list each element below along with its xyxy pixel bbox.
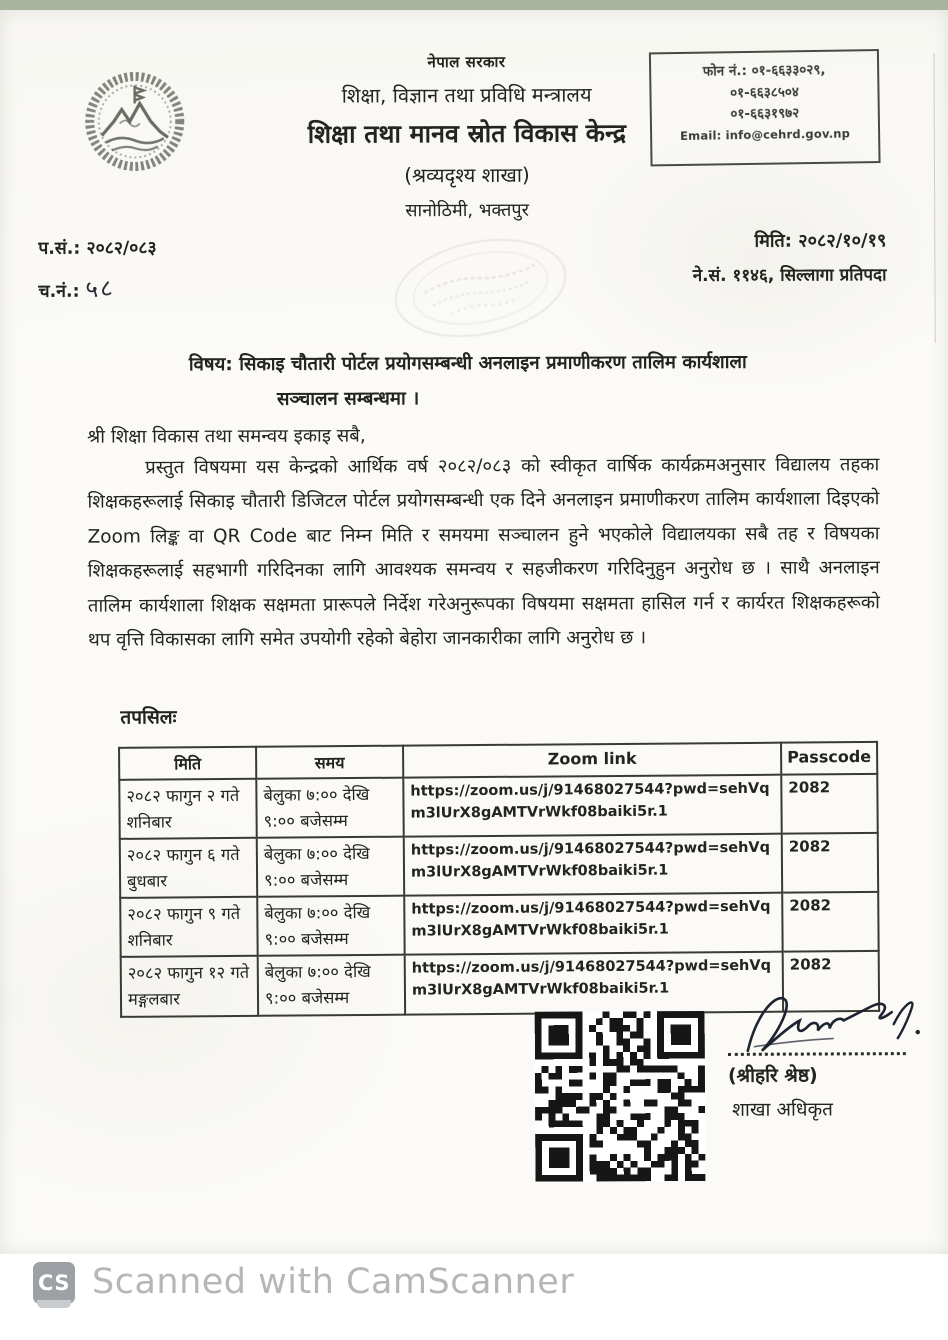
- subject-block: [189, 344, 869, 417]
- faint-office-stamp-icon: [382, 221, 578, 354]
- phone-line-1: फोन नं.: ०१-६६३३०२९,: [702, 61, 826, 80]
- branch-name: (श्रव्यदृश्य शाखा): [404, 162, 530, 188]
- subject-line-2: सञ्चालन सम्बन्धमा ।: [276, 388, 420, 410]
- center-name: शिक्षा तथा मानव स्रोत विकास केन्द्र: [307, 118, 627, 149]
- col-header-zoom-link: Zoom link: [403, 743, 781, 778]
- date-value: २०८२/१०/१९: [798, 230, 887, 252]
- col-header-time: समय: [256, 746, 403, 779]
- cell-date: २०८२ फागुन ६ गते बुधबार: [120, 838, 257, 898]
- schedule-table-body: [119, 774, 879, 1016]
- nepal-sambat-line: ने.सं. ११४६, सिल्लागा प्रतिपदा: [692, 265, 887, 287]
- cell-passcode: 2082: [782, 892, 878, 952]
- schedule-table-row: [119, 774, 877, 839]
- cell-passcode: 2082: [781, 774, 877, 834]
- contact-box: [649, 49, 881, 166]
- government-name: नेपाल सरकार: [427, 52, 506, 72]
- ref-value: २०८२/०८३: [86, 238, 157, 259]
- cell-zoom-link: https://zoom.us/j/91468027544?pwd=sehVqm3lUrX8gAMTVrWkf08baiki5r.1: [404, 893, 782, 955]
- camscanner-cs-logo-icon: CS: [33, 1262, 75, 1304]
- page-crease-line: [933, 53, 935, 343]
- col-header-date: मिति: [119, 747, 256, 780]
- cell-time: बेलुका ७:०० देखि ९:०० बजेसम्म: [257, 837, 404, 897]
- cell-passcode: 2082: [782, 833, 878, 893]
- email-line: Email: info@cehrd.gov.np: [680, 126, 851, 143]
- signatory-title: शाखा अधिकृत: [732, 1098, 834, 1121]
- qr-code-icon: [535, 1011, 706, 1182]
- cell-zoom-link: https://zoom.us/j/91468027544?pwd=sehVqm3lUrX8gAMTVrWkf08baiki5r.1: [403, 775, 781, 837]
- camscanner-watermark-text: Scanned with CamScanner: [92, 1262, 575, 1302]
- cell-time: बेलुका ७:०० देखि ९:०० बजेसम्म: [256, 778, 403, 838]
- cell-date: २०८२ फागुन २ गते शनिबार: [119, 779, 256, 839]
- cell-date: २०८२ फागुन १२ गते मङ्गलबार: [121, 956, 258, 1016]
- signatory-name: (श्रीहरि श्रेष्ठ): [727, 1064, 818, 1087]
- cell-time: बेलुका ७:०० देखि ९:०० बजेसम्म: [257, 896, 404, 956]
- salutation: श्री शिक्षा विकास तथा समन्वय इकाइ सबै,: [87, 425, 366, 448]
- nepal-government-emblem-icon: [80, 63, 190, 175]
- cell-date: २०८२ फागुन ९ गते शनिबार: [120, 897, 257, 957]
- office-address: सानोठिमी, भक्तपुर: [405, 199, 530, 222]
- phone-line-2: ०१-६६३८५०४: [729, 83, 799, 101]
- ref-label: प.सं.:: [38, 238, 81, 259]
- body-paragraph: प्रस्तुत विषयमा यस केन्द्रको आर्थिक वर्ष २०८२/०८३ को स्वीकृत वार्षिक कार्यक्रमअनुसार विद्यालय तहका शिक्षकहरूलाई सिकाइ चौतारी डिजिटल पोर्टल प्रयोगसम्बन्धी एक दिने अनलाइन प्रमाणीकरण तालिम कार्यशाला दिइएको Zoom लिङ्क वा QR Code बाट निम्न मिति र समयमा सञ्चालन हुने भएकोले विद्यालयका सबै तह र विषयका शिक्षकहरूलाई सहभागी गरिदिनका लागि आवश्यक समन्वय र सहजीकरण गरिदिनुहुन अनुरोध छ । साथै अनलाइन तालिम कार्यशाला शिक्षक सक्षमता प्रारूपले निर्देश गरेअनुरूपका विषयमा सक्षमता हासिल गर्न र कार्यरत शिक्षकहरूको थप वृत्ति विकासका लागि समेत उपयोगी रहेको बेहोरा जानकारीका लागि अनुरोध छ ।: [87, 454, 880, 651]
- ministry-name: शिक्षा, विज्ञान तथा प्रविधि मन्त्रालय: [341, 82, 592, 108]
- letterhead: [231, 51, 702, 223]
- signature-block: [728, 988, 929, 1122]
- col-header-passcode: Passcode: [781, 742, 877, 775]
- subject-line-1: विषय: सिकाइ चौतारी पोर्टल प्रयोगसम्बन्धी अनलाइन प्रमाणीकरण तालिम कार्यशाला: [188, 351, 747, 376]
- schedule-table-row: [120, 892, 878, 957]
- scanned-letter-page: [0, 10, 948, 1254]
- cell-zoom-link: https://zoom.us/j/91468027544?pwd=sehVqm3lUrX8gAMTVrWkf08baiki5r.1: [405, 952, 783, 1014]
- schedule-heading: तपसिलः: [120, 706, 177, 729]
- schedule-table: [118, 741, 880, 1017]
- reference-block: [38, 235, 157, 305]
- cell-passcode: 2082: [783, 951, 879, 1011]
- date-label: मिति:: [754, 230, 793, 252]
- schedule-table-row: [120, 833, 878, 898]
- cell-zoom-link: https://zoom.us/j/91468027544?pwd=sehVqm3lUrX8gAMTVrWkf08baiki5r.1: [404, 834, 782, 896]
- date-block: [693, 228, 887, 286]
- camscanner-footer: [0, 1254, 948, 1340]
- cell-time: बेलुका ७:०० देखि ९:०० बजेसम्म: [258, 955, 405, 1015]
- dispatch-label: च.नं.:: [38, 281, 80, 302]
- phone-line-3: ०१-६६३१९७२: [730, 105, 800, 123]
- dispatch-value-handwritten: ५८: [84, 273, 116, 304]
